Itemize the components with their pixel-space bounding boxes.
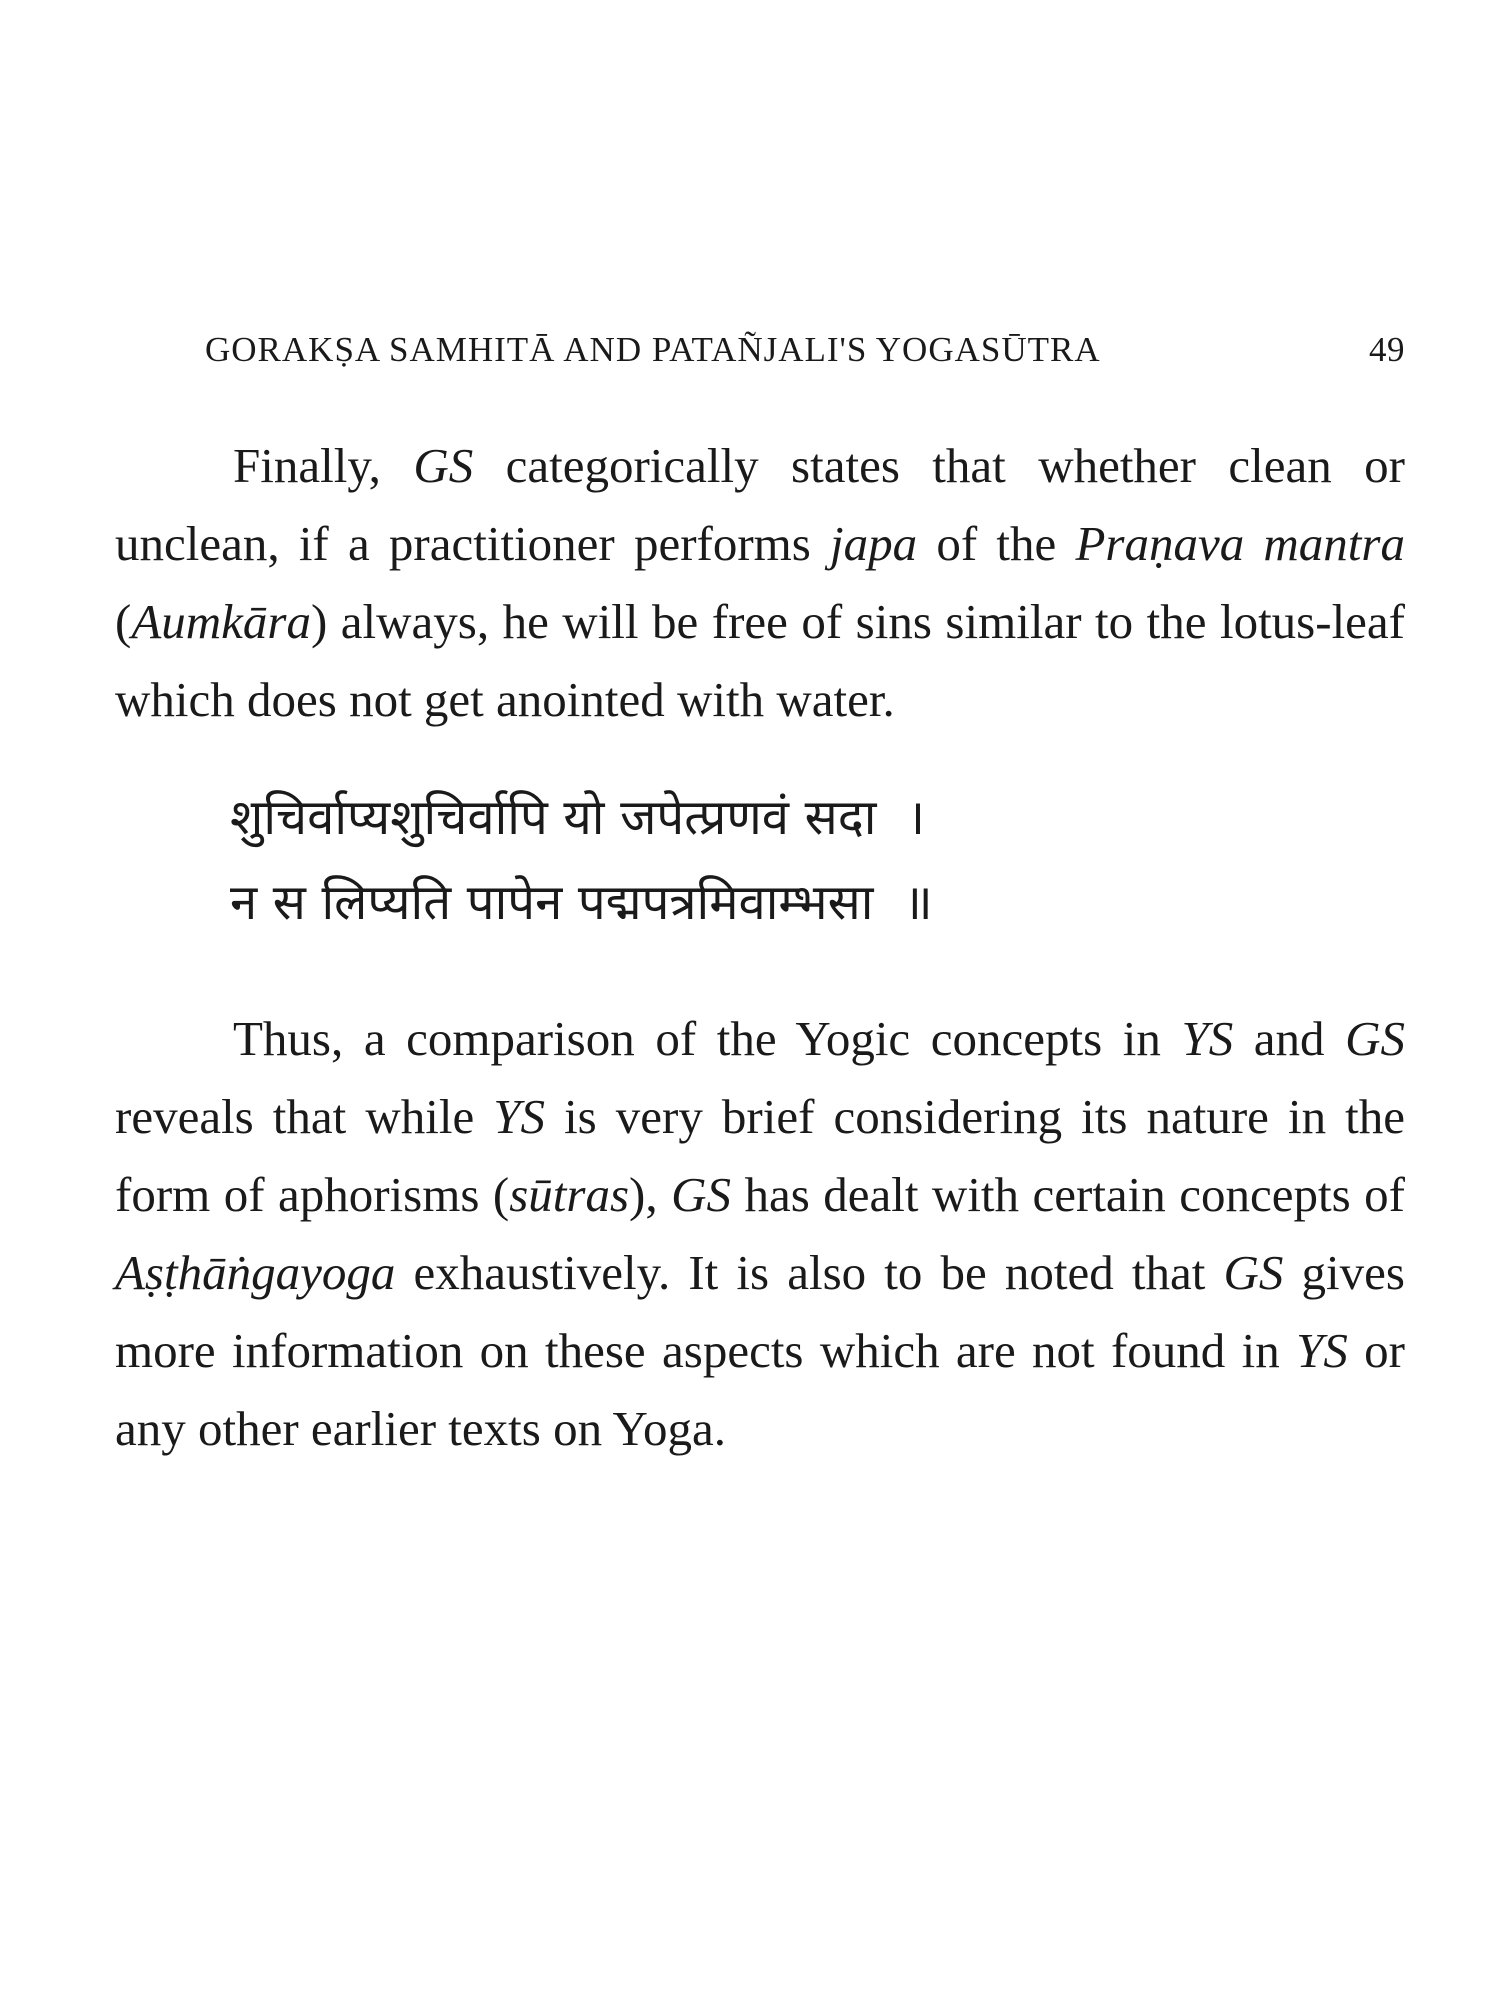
verse-line-1-text: शुचिर्वाप्यशुचिर्वापि यो जपेत्प्रणवं सदा	[230, 789, 877, 846]
paragraph-1	[115, 427, 1405, 739]
paragraph-2-text: has dealt with certain concepts of	[730, 1167, 1405, 1222]
paragraph-1-text: (	[115, 594, 132, 649]
paragraph-2-text: Thus, a comparison of the Yogic concepts in	[233, 1011, 1182, 1066]
gs-abbrev: GS	[1345, 1011, 1406, 1066]
paragraph-1-text: Finally,	[233, 438, 414, 493]
term-japa: japa	[830, 516, 918, 571]
verse-danda-double: ॥	[903, 874, 933, 931]
verse-line-2-text: न स लिप्यति पापेन पद्मपत्रमिवाम्भसा	[230, 874, 874, 931]
paragraph-2	[115, 1000, 1405, 1468]
verse-danda-single: ।	[906, 789, 926, 846]
sanskrit-verse	[230, 775, 1330, 945]
paragraph-2-text: reveals that while	[115, 1089, 494, 1144]
page-number: 49	[1369, 330, 1405, 369]
paragraph-1-text: of the	[917, 516, 1076, 571]
ys-abbrev: YS	[493, 1089, 546, 1144]
gs-abbrev: GS	[413, 438, 474, 493]
paragraph-2-text: is very brief considering its nature in the form of aphorisms (	[115, 1089, 1405, 1222]
paragraph-2-text: and	[1233, 1011, 1346, 1066]
gs-abbrev: GS	[1223, 1245, 1284, 1300]
running-title: GORAKṢA SAMHITĀ AND PATAÑJALI'S YOGASŪTRA	[205, 330, 1101, 369]
paragraph-2-text: exhaustively. It is also to be noted that	[395, 1245, 1224, 1300]
running-head	[205, 330, 1405, 380]
paragraph-2-text: or any other earlier texts on Yoga.	[115, 1323, 1405, 1456]
ys-abbrev: YS	[1296, 1323, 1348, 1378]
term-sutras: sūtras	[509, 1167, 630, 1222]
paragraph-1-text: ) always, he will be free of sins similar to the lotus-leaf which does not get anointed with water.	[115, 594, 1405, 727]
paragraph-2-text: ),	[629, 1167, 672, 1222]
term-aumkara: Aumkāra	[131, 594, 311, 649]
term-asthangayoga: Aṣṭhāṅgayoga	[115, 1245, 396, 1300]
gs-abbrev: GS	[671, 1167, 731, 1222]
verse-line-1	[230, 775, 1330, 860]
paragraph-2-text: gives more information on these aspects which are not found in	[115, 1245, 1405, 1378]
term-pranava-mantra: Praṇava mantra	[1075, 516, 1405, 571]
paragraph-1-text: categorically states that whether clean or unclean, if a practitioner performs	[115, 438, 1405, 571]
ys-abbrev: YS	[1181, 1011, 1234, 1066]
verse-line-2	[230, 860, 1330, 945]
